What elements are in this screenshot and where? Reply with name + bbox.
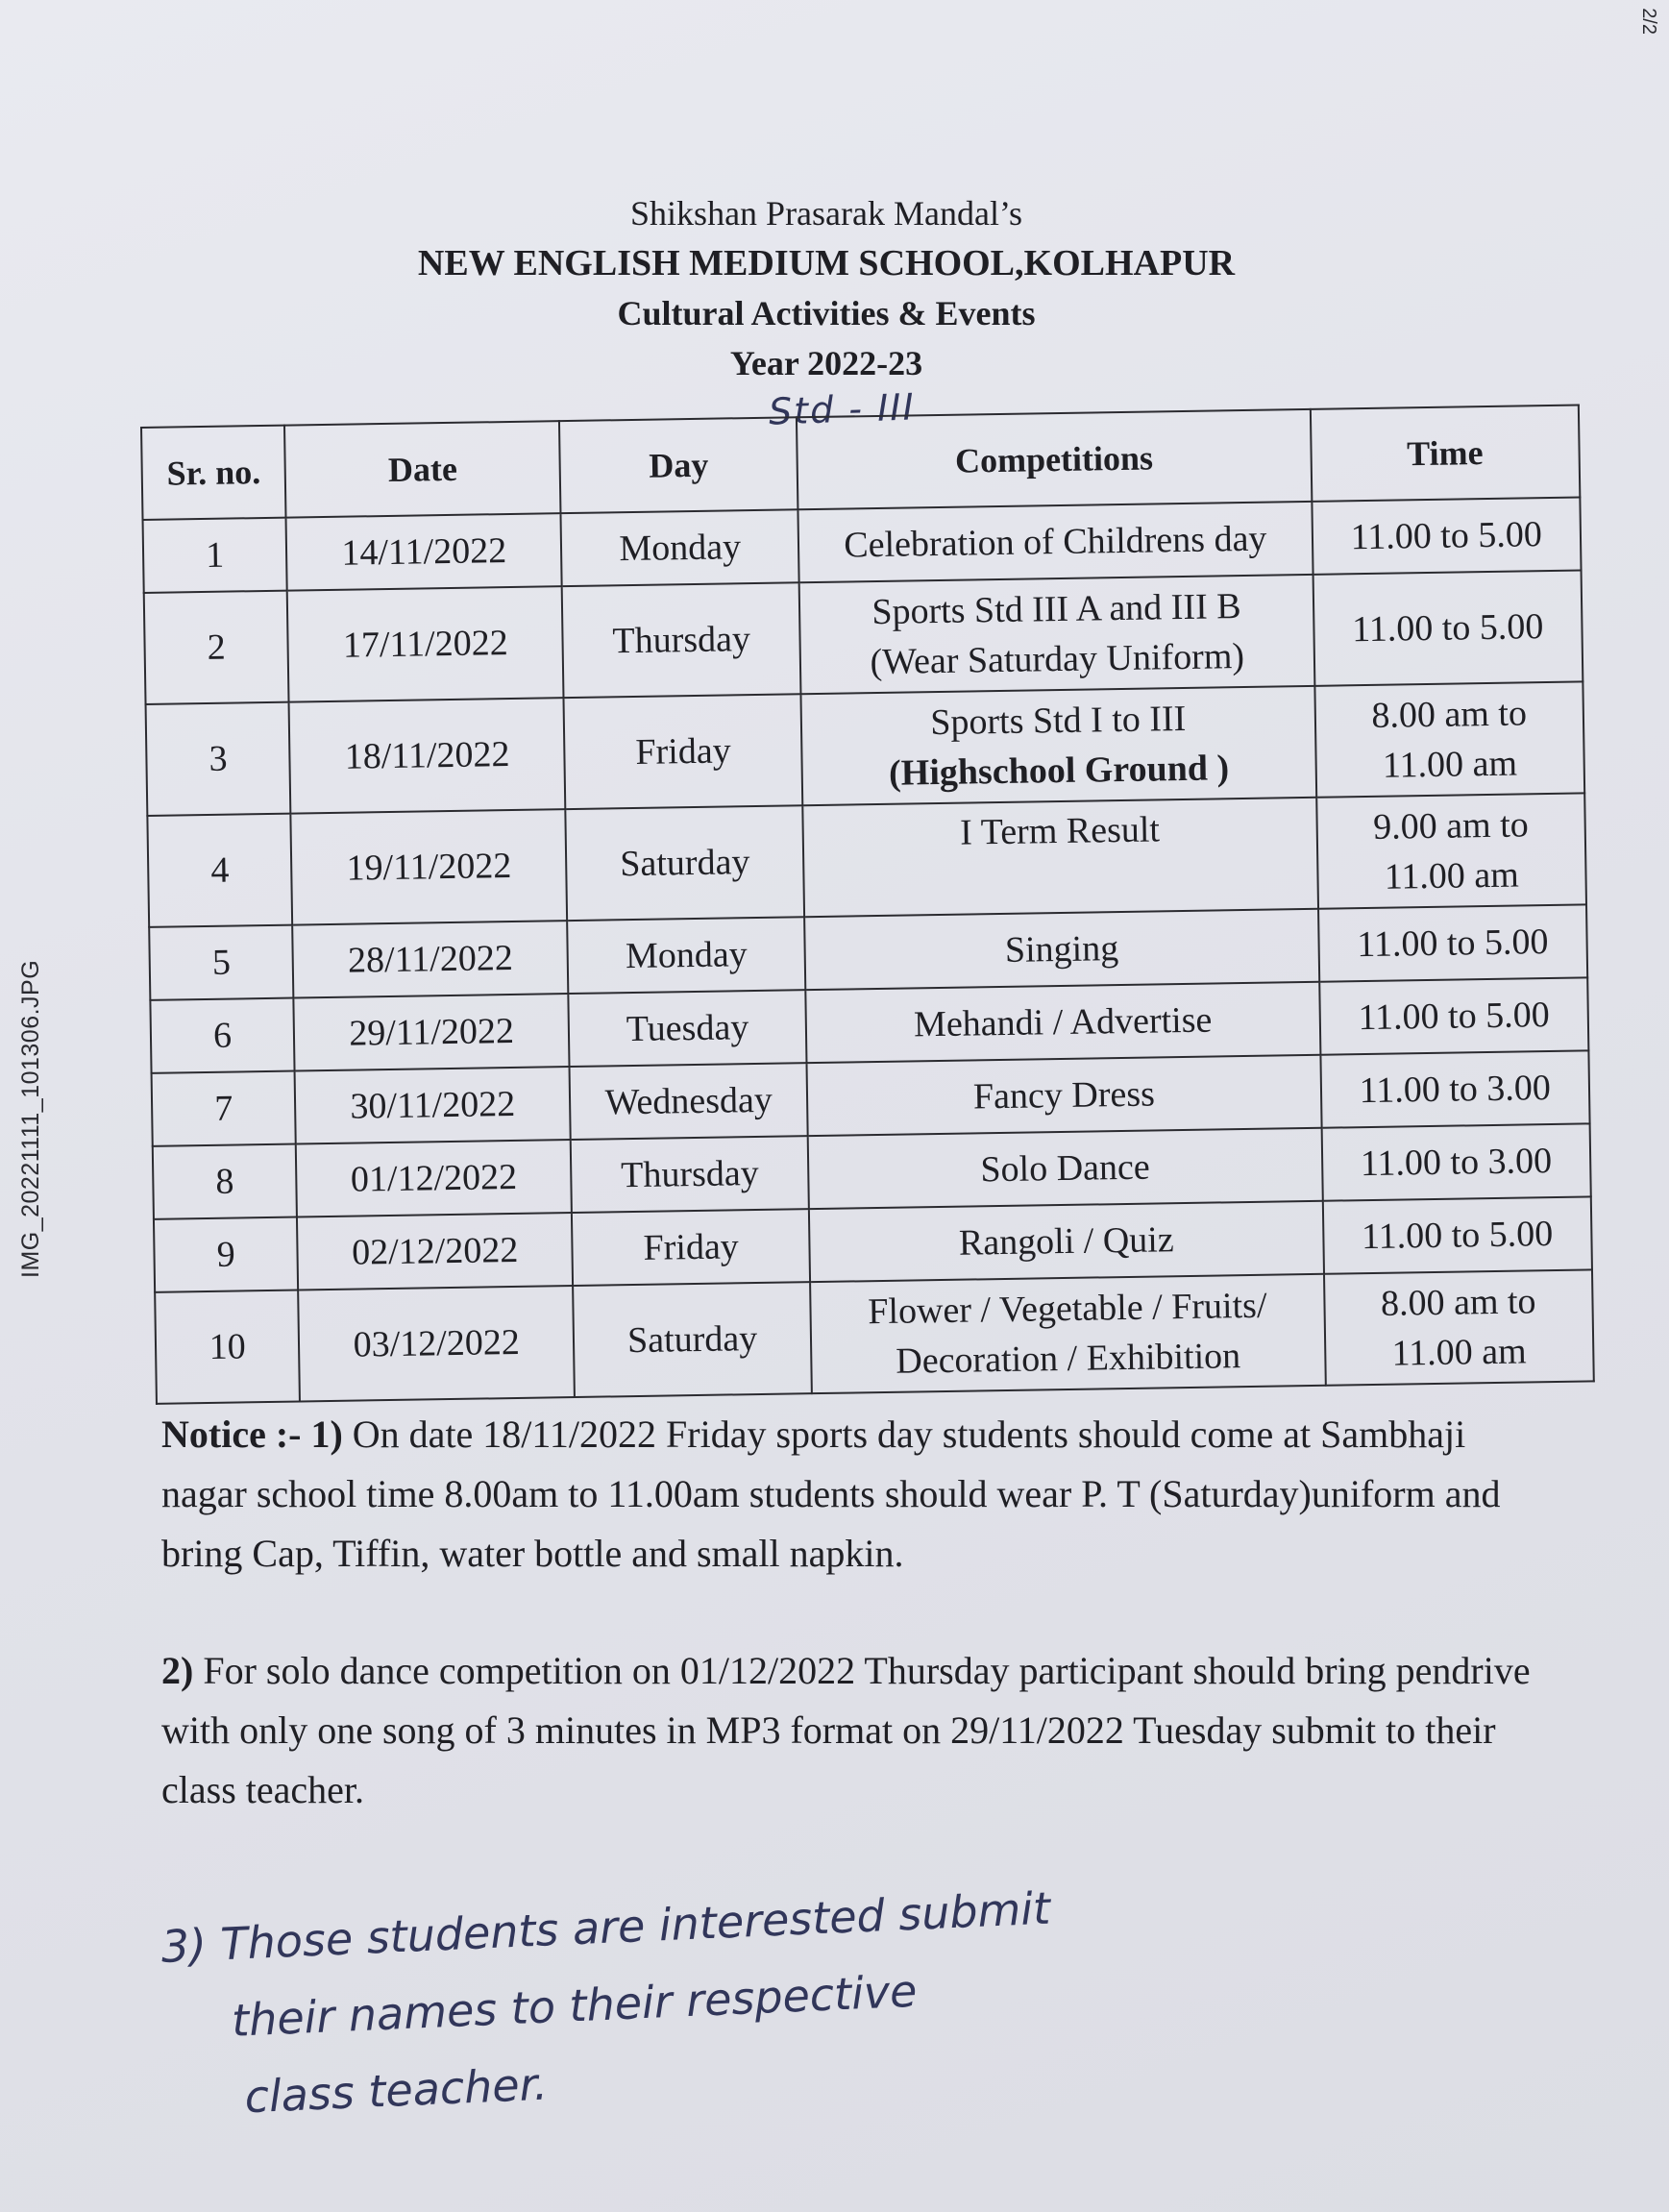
time-text: 11.00 to 5.00	[1351, 606, 1544, 651]
cell-day: Thursday	[562, 582, 801, 698]
school-name: NEW ENGLISH MEDIUM SCHOOL,KOLHAPUR	[417, 243, 1236, 283]
cell-sr: 9	[154, 1217, 298, 1292]
cell-time	[1319, 977, 1589, 1054]
time-text: 11.00 to 5.00	[1350, 514, 1543, 558]
handwritten-line: their names to their respective	[230, 1964, 919, 2047]
cell-day: Monday	[567, 917, 805, 994]
time-text: 8.00 am to	[1380, 1281, 1536, 1324]
cell-day: Saturday	[573, 1282, 812, 1397]
competition-text: Singing	[1004, 928, 1119, 971]
page-mark: 2/2	[1638, 8, 1659, 35]
cell-sr: 7	[152, 1071, 296, 1146]
competition-text: Mehandi / Advertise	[913, 999, 1213, 1045]
cell-competition	[802, 798, 1317, 917]
cell-date: 29/11/2022	[294, 994, 570, 1070]
cell-date: 14/11/2022	[286, 513, 562, 590]
academic-year: Year 2022-23	[729, 344, 923, 382]
cell-competition	[804, 909, 1319, 990]
handwritten-notice	[160, 1850, 1513, 2139]
notice-section	[161, 1405, 1545, 1878]
cell-date: 03/12/2022	[298, 1286, 575, 1401]
organization-name: Shikshan Prasarak Mandal’s	[630, 194, 1022, 233]
cell-date: 28/11/2022	[292, 921, 568, 997]
cell-sr: 5	[149, 925, 293, 1000]
cell-time	[1320, 1050, 1590, 1127]
competition-subtext: (Highschool Ground )	[888, 748, 1230, 794]
competition-text: Sports Std III A and III B	[871, 586, 1241, 633]
competition-text: Sports Std I to III	[929, 698, 1187, 744]
notice-item-2-text: For solo dance competition on 01/12/2022 Thursday participant should bring pendrive with only one song of 3 minutes in MP3 format on 29/11/2022 Tuesday submit to their class teacher.	[161, 1649, 1531, 1811]
cell-competition	[798, 502, 1313, 582]
cell-day: Wednesday	[570, 1063, 808, 1140]
header-date: Date	[284, 421, 560, 517]
cell-time	[1324, 1269, 1594, 1385]
cell-competition	[805, 982, 1320, 1063]
cell-competition	[807, 1055, 1322, 1136]
competition-text: Solo Dance	[980, 1146, 1151, 1191]
cell-date: 17/11/2022	[287, 586, 564, 701]
cell-competition	[809, 1201, 1324, 1282]
document-title: Cultural Activities & Events	[617, 294, 1036, 332]
time-subtext: 11.00 am	[1391, 1331, 1527, 1374]
notice-label: Notice :- 1)	[161, 1413, 343, 1456]
time-text: 9.00 am to	[1372, 804, 1530, 848]
cell-date: 18/11/2022	[289, 698, 566, 813]
cell-time	[1314, 681, 1584, 797]
cell-sr: 6	[150, 998, 294, 1073]
handwritten-standard-note: Std - III	[768, 385, 917, 433]
cell-date: 30/11/2022	[295, 1067, 571, 1143]
cell-sr: 3	[146, 702, 291, 816]
notice-item-1	[161, 1405, 1545, 1584]
cell-day: Monday	[561, 509, 799, 586]
table-row	[155, 1269, 1594, 1403]
header-sr-no: Sr. no.	[141, 426, 286, 520]
cell-time	[1316, 793, 1586, 908]
time-text: 11.00 to 5.00	[1358, 995, 1550, 1039]
time-text: 8.00 am to	[1371, 693, 1528, 736]
cell-sr: 8	[153, 1144, 297, 1219]
time-text: 11.00 to 5.00	[1356, 922, 1549, 966]
file-name-label: IMG_20221111_101306.JPG	[17, 959, 44, 1278]
cell-time	[1312, 497, 1582, 574]
notice-item-2-label: 2)	[161, 1649, 194, 1692]
cell-day: Friday	[572, 1209, 810, 1286]
cell-date: 02/12/2022	[297, 1213, 573, 1290]
cell-competition	[808, 1128, 1323, 1209]
notice-item-2	[161, 1641, 1545, 1820]
competition-text: Flower / Vegetable / Fruits/	[868, 1285, 1267, 1333]
time-text: 11.00 to 5.00	[1361, 1214, 1554, 1258]
cell-sr: 2	[144, 591, 289, 704]
handwritten-line: 3) Those students are interested submit	[160, 1881, 1052, 1973]
time-text: 11.00 to 3.00	[1360, 1141, 1553, 1185]
cell-date: 19/11/2022	[291, 809, 568, 924]
cell-date: 01/12/2022	[296, 1140, 572, 1217]
time-subtext: 11.00 am	[1382, 743, 1518, 786]
events-table	[140, 404, 1595, 1404]
cell-day: Thursday	[571, 1136, 809, 1213]
handwritten-line: class teacher.	[243, 2057, 549, 2124]
cell-time	[1318, 904, 1588, 981]
header-day: Day	[559, 417, 798, 513]
cell-sr: 1	[143, 518, 287, 593]
competition-text: Celebration of Childrens day	[844, 518, 1267, 566]
competition-text: I Term Result	[959, 809, 1161, 853]
competition-text: Fancy Dress	[972, 1073, 1156, 1118]
time-subtext: 11.00 am	[1384, 854, 1520, 897]
cell-competition	[810, 1274, 1325, 1393]
cell-time	[1322, 1196, 1592, 1273]
cell-sr: 4	[147, 814, 292, 927]
competition-text: Rangoli / Quiz	[958, 1219, 1174, 1264]
cell-day: Saturday	[565, 805, 804, 921]
cell-competition	[799, 575, 1314, 694]
competition-subtext: Decoration / Exhibition	[895, 1336, 1241, 1382]
cell-time	[1313, 570, 1583, 685]
cell-competition	[801, 686, 1316, 805]
competition-subtext: (Wear Saturday Uniform)	[870, 635, 1245, 683]
time-text: 11.00 to 3.00	[1359, 1068, 1552, 1112]
notice-item-1-text: On date 18/11/2022 Friday sports day students should come at Sambhaji nagar school time 8.00am to 11.00am students should wear P. T (Saturday)uniform and bring Cap, Tiffin, water bottle and small napkin.	[161, 1413, 1501, 1575]
document-header	[250, 188, 1403, 388]
header-competitions: Competitions	[797, 409, 1312, 509]
cell-day: Tuesday	[568, 990, 806, 1067]
cell-sr: 10	[155, 1290, 300, 1404]
cell-day: Friday	[564, 694, 803, 809]
header-time: Time	[1310, 405, 1580, 501]
cell-time	[1321, 1123, 1591, 1200]
